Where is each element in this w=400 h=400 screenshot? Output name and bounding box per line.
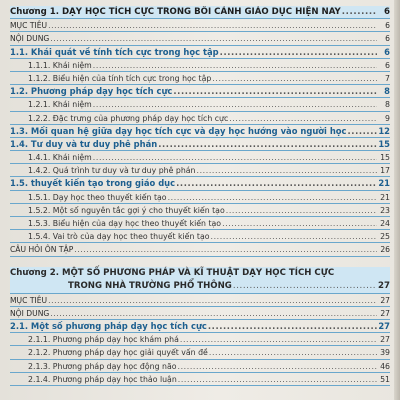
toc-subsection[interactable]	[10, 360, 390, 373]
chapter-1	[10, 6, 390, 19]
leader-dots	[48, 294, 377, 307]
table-of-contents	[10, 6, 390, 386]
toc-subsection-page: 17	[380, 166, 390, 176]
toc-entry-title: MỤC TIÊU	[10, 21, 48, 31]
leader-dots	[173, 85, 377, 98]
toc-section-title: 2.1. Một số phương pháp dạy học tích cực	[10, 320, 207, 331]
leader-dots	[178, 373, 377, 386]
leader-dots	[233, 280, 377, 293]
toc-section-title: 1.3. Mối quan hệ giữa dạy học tích cực và dạy học hướng vào người học	[10, 125, 347, 136]
toc-subsection-page: 25	[380, 232, 390, 242]
toc-subsection-page: 24	[380, 219, 390, 228]
chapter-2-heading-line2	[10, 280, 390, 293]
toc-subsection[interactable]	[10, 217, 390, 230]
toc-section-title: 1.1. Khái quát về tính tích cực trong học tập	[10, 46, 219, 57]
toc-section-page: 6	[384, 46, 390, 57]
toc-subsection[interactable]	[10, 346, 390, 359]
leader-dots	[50, 307, 377, 320]
leader-dots	[342, 6, 377, 19]
toc-section-title: 1.4. Tư duy và tư duy phê phán	[10, 138, 158, 149]
leader-dots	[168, 191, 377, 204]
toc-subsection-title: 2.1.2. Phương pháp dạy học giải quyết vấn đề	[28, 348, 208, 358]
toc-entry-page: 6	[385, 21, 390, 31]
leader-dots	[220, 46, 377, 59]
toc-subsection-title: 1.5.2. Một số nguyên tắc gợi ý cho thuyết kiến tạo	[28, 205, 225, 215]
toc-subsection-page: 6	[385, 60, 390, 70]
leader-dots	[180, 333, 377, 346]
toc-section[interactable]	[10, 138, 390, 151]
toc-subsection[interactable]	[10, 373, 390, 386]
toc-entry[interactable]	[10, 243, 390, 256]
toc-section-page: 12	[378, 125, 390, 136]
chapter-1-title: Chương 1. DẠY HỌC TÍCH CỰC TRONG BỐI CẢNH GIÁO DỤC HIỆN NAY	[10, 7, 341, 17]
toc-section-title: 1.2. Phương pháp dạy học tích cực	[10, 86, 173, 97]
chapter-1-page: 6	[384, 7, 390, 17]
leader-dots	[212, 72, 377, 85]
toc-subsection-title: 1.4.1. Khái niệm	[28, 153, 92, 163]
toc-subsection[interactable]	[10, 230, 390, 243]
toc-subsection-title: 1.5.1. Dạy học theo thuyết kiến tạo	[28, 192, 167, 202]
toc-subsection-title: 1.2.2. Đặc trưng của phương pháp dạy học tích cực	[28, 113, 229, 123]
chapter-1-entries	[10, 19, 390, 256]
chapter-1-heading[interactable]	[10, 6, 390, 19]
toc-subsection-title: 2.1.1. Phương pháp dạy học khám phá	[28, 335, 179, 345]
leader-dots	[208, 320, 377, 333]
leader-dots	[226, 204, 377, 217]
toc-section-page: 21	[378, 178, 390, 189]
leader-dots	[93, 151, 377, 164]
toc-subsection-title: 1.2.1. Khái niệm	[28, 100, 92, 110]
toc-subsection-title: 1.1.2. Biểu hiện của tính tích cực trong học tập	[28, 73, 212, 83]
toc-entry-page: 6	[385, 34, 390, 44]
chapter-2-entries	[10, 294, 390, 386]
leader-dots	[93, 59, 377, 72]
toc-section[interactable]	[10, 177, 390, 190]
toc-subsection-title: 1.5.4. Vai trò của dạy học theo thuyết kiến tạo	[28, 232, 210, 242]
leader-dots	[229, 112, 377, 125]
toc-subsection[interactable]	[10, 98, 390, 111]
toc-section[interactable]	[10, 125, 390, 138]
chapter-2-heading-line1	[10, 267, 390, 280]
toc-subsection[interactable]	[10, 164, 390, 177]
toc-entry-title: NỘI DUNG	[10, 34, 50, 44]
chapter-2-title-line1: Chương 2. MỘT SỐ PHƯƠNG PHÁP VÀ KĨ THUẬT DẠY HỌC TÍCH CỰC	[10, 267, 335, 278]
toc-entry[interactable]	[10, 19, 390, 32]
toc-subsection-page: 39	[380, 348, 390, 358]
toc-subsection-page: 21	[380, 192, 390, 202]
toc-entry-title: MỤC TIÊU	[10, 295, 48, 305]
toc-entry-title: CÂU HỎI ÔN TẬP	[10, 245, 74, 255]
toc-subsection[interactable]	[10, 333, 390, 346]
toc-subsection-page: 15	[380, 153, 390, 163]
toc-subsection-page: 9	[385, 113, 390, 123]
leader-dots	[211, 230, 377, 243]
toc-subsection-title: 2.1.4. Phương pháp dạy học thảo luận	[28, 374, 177, 384]
chapter-2-page: 27	[378, 280, 390, 291]
toc-subsection[interactable]	[10, 112, 390, 125]
toc-subsection-title: 1.4.2. Quá trình tư duy và tư duy phê phán	[28, 166, 196, 176]
leader-dots	[348, 125, 377, 138]
toc-entry-page: 27	[380, 308, 390, 318]
toc-entry-title: NỘI DUNG	[10, 308, 50, 318]
toc-subsection-page: 46	[380, 361, 390, 371]
toc-section-page: 8	[384, 86, 390, 97]
leader-dots	[222, 217, 377, 230]
toc-subsection[interactable]	[10, 59, 390, 72]
chapter-2-title-line2: TRONG NHÀ TRƯỜNG PHỔ THÔNG	[68, 280, 232, 291]
toc-subsection-page: 8	[385, 100, 390, 110]
toc-section-page: 15	[378, 138, 390, 149]
toc-subsection-page: 23	[380, 205, 390, 215]
leader-dots	[48, 19, 377, 32]
leader-dots	[178, 360, 378, 373]
leader-dots	[197, 164, 378, 177]
toc-entry[interactable]	[10, 294, 390, 307]
toc-subsection[interactable]	[10, 151, 390, 164]
page-edge-shadow	[394, 0, 400, 400]
toc-entry-page: 27	[380, 295, 390, 305]
toc-entry-page: 26	[380, 245, 390, 255]
leader-dots	[74, 243, 377, 256]
toc-section-page: 27	[378, 320, 390, 331]
toc-subsection-page: 27	[380, 335, 390, 345]
toc-subsection[interactable]	[10, 191, 390, 204]
leader-dots	[209, 346, 377, 359]
chapter-2-heading[interactable]	[10, 267, 390, 294]
toc-entry[interactable]	[10, 32, 390, 45]
toc-subsection-page: 7	[385, 73, 390, 83]
chapter-2	[10, 267, 390, 294]
leader-dots	[50, 32, 377, 45]
leader-dots	[158, 138, 377, 151]
toc-entry[interactable]	[10, 307, 390, 320]
toc-subsection[interactable]	[10, 204, 390, 217]
toc-subsection[interactable]	[10, 72, 390, 85]
toc-section[interactable]	[10, 320, 390, 333]
toc-subsection-title: 2.1.3. Phương pháp dạy học động não	[28, 361, 177, 371]
toc-section[interactable]	[10, 46, 390, 59]
leader-dots	[176, 177, 377, 190]
toc-subsection-title: 1.1.1. Khái niệm	[28, 60, 92, 70]
toc-section-title: 1.5. thuyết kiến tạo trong giáo dục	[10, 178, 176, 189]
toc-subsection-title: 1.5.3. Biểu hiện của dạy học theo thuyết kiến tạo	[28, 219, 222, 228]
toc-section[interactable]	[10, 85, 390, 98]
leader-dots	[93, 98, 377, 111]
toc-subsection-page: 51	[380, 374, 390, 384]
